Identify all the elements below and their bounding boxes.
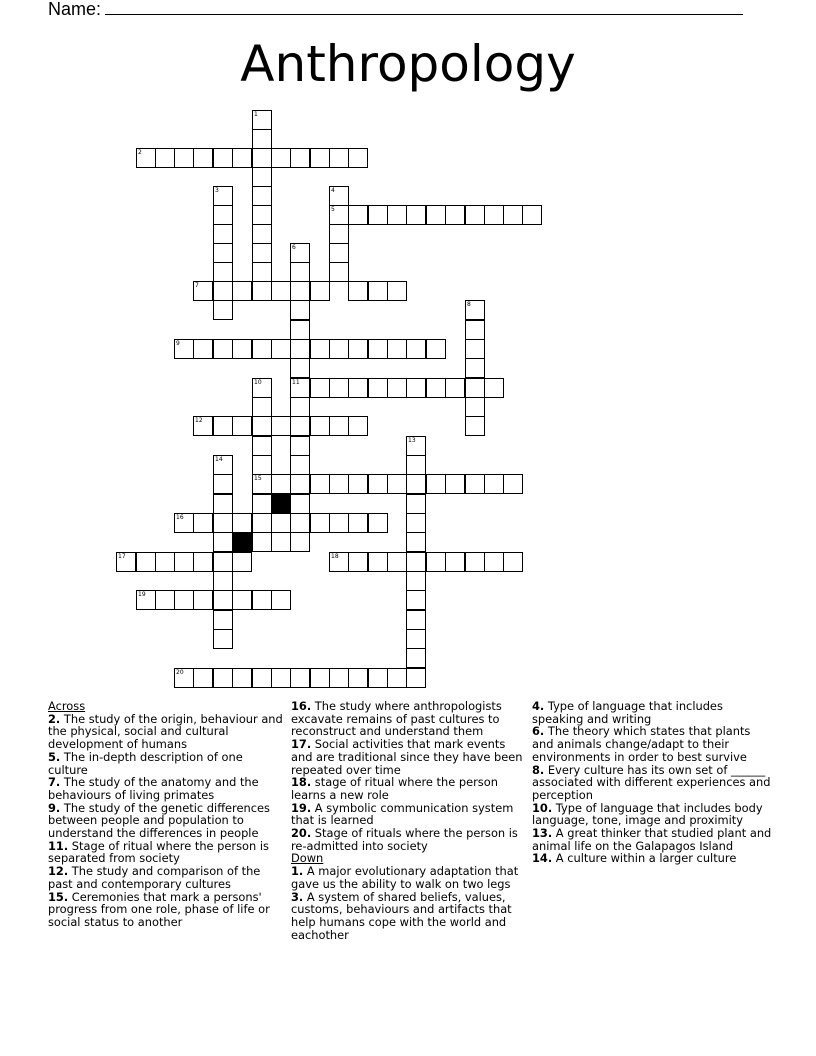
clue-item-number: 11. [48, 838, 69, 853]
grid-cell[interactable] [271, 339, 291, 359]
clue-item-number: 6. [532, 724, 545, 739]
grid-cell[interactable] [155, 552, 175, 572]
clue-number: 8 [467, 301, 471, 308]
grid-cell[interactable] [252, 339, 272, 359]
grid-cell[interactable] [252, 416, 272, 436]
grid-cell[interactable] [193, 668, 213, 688]
clue-item [532, 700, 772, 725]
grid-cell[interactable] [368, 668, 388, 688]
grid-cell[interactable] [465, 339, 485, 359]
clue-item [48, 776, 284, 801]
grid-cell[interactable] [252, 186, 272, 206]
grid-cell[interactable] [310, 148, 330, 168]
grid-cell[interactable] [387, 378, 407, 398]
clue-item-number: 17. [291, 737, 312, 752]
grid-cell[interactable] [368, 552, 388, 572]
clue-number: 14 [215, 456, 223, 463]
grid-cell[interactable] [213, 668, 233, 688]
grid-cell[interactable] [310, 416, 330, 436]
grid-cell[interactable] [406, 494, 426, 514]
grid-cell[interactable] [252, 148, 272, 168]
clue-item-number: 3. [291, 889, 304, 904]
clue-item [48, 713, 284, 751]
clue-item [291, 776, 527, 801]
clue-item [48, 891, 284, 929]
grid-cell[interactable] [213, 224, 233, 244]
grid-cell[interactable] [174, 668, 194, 688]
grid-cell[interactable] [406, 378, 426, 398]
clue-item-number: 4. [532, 699, 545, 713]
grid-cell[interactable] [503, 552, 523, 572]
grid-cell[interactable] [406, 590, 426, 610]
grid-cell[interactable] [465, 474, 485, 494]
grid-cell[interactable] [290, 532, 310, 552]
grid-cell[interactable] [213, 243, 233, 263]
clues-column-3 [532, 700, 772, 865]
clue-item [291, 827, 527, 852]
clue-item [291, 891, 527, 942]
grid-cell[interactable] [252, 262, 272, 282]
grid-cell[interactable] [271, 590, 291, 610]
clue-item-text: A major evolutionary adaptation that gave us the ability to walk on two legs [291, 864, 519, 891]
grid-cell[interactable] [465, 205, 485, 225]
grid-cell[interactable] [329, 243, 349, 263]
clue-item-text: Type of language that includes speaking and writing [532, 699, 723, 726]
grid-cell[interactable] [465, 300, 485, 320]
grid-cell[interactable] [252, 281, 272, 301]
clue-item [291, 802, 527, 827]
grid-cell[interactable] [252, 455, 272, 475]
grid-cell[interactable] [406, 610, 426, 630]
grid-cell[interactable] [213, 205, 233, 225]
down-clue-list-continued [532, 700, 772, 865]
grid-cell[interactable] [387, 474, 407, 494]
grid-cell[interactable] [406, 339, 426, 359]
clue-item-number: 5. [48, 749, 61, 764]
grid-cell[interactable] [290, 281, 310, 301]
black-cell [232, 532, 252, 552]
down-clue-list [291, 865, 527, 941]
clue-item-text: Social activities that mark events and are traditional since they have been repeated over time [291, 737, 523, 777]
clue-item [532, 725, 772, 763]
clue-item [48, 802, 284, 840]
grid-cell[interactable] [193, 590, 213, 610]
across-clue-list [48, 713, 284, 929]
grid-cell[interactable] [348, 148, 368, 168]
grid-cell[interactable] [136, 148, 156, 168]
clue-number: 18 [331, 553, 339, 560]
clue-number: 16 [176, 514, 184, 521]
grid-cell[interactable] [484, 474, 504, 494]
clue-item [532, 827, 772, 852]
grid-cell[interactable] [193, 416, 213, 436]
clue-item-text: stage of ritual where the person learns a new role [291, 775, 498, 802]
grid-cell[interactable] [155, 148, 175, 168]
clue-item-number: 7. [48, 775, 61, 790]
grid-cell[interactable] [426, 552, 446, 572]
grid-cell[interactable] [387, 339, 407, 359]
grid-cell[interactable] [310, 474, 330, 494]
grid-cell[interactable] [213, 610, 233, 630]
clue-item-number: 1. [291, 864, 304, 879]
grid-cell[interactable] [445, 552, 465, 572]
grid-cell[interactable] [368, 281, 388, 301]
grid-cell[interactable] [252, 513, 272, 533]
grid-cell[interactable] [387, 205, 407, 225]
grid-cell[interactable] [213, 552, 233, 572]
clue-number: 4 [331, 187, 335, 194]
clues-column-1 [48, 700, 284, 929]
grid-cell[interactable] [329, 262, 349, 282]
clue-item-text: A culture within a larger culture [552, 851, 737, 866]
grid-cell[interactable] [116, 552, 136, 572]
clue-item-number: 19. [291, 800, 312, 815]
black-cell [271, 494, 291, 514]
grid-cell[interactable] [193, 513, 213, 533]
grid-cell[interactable] [310, 378, 330, 398]
grid-cell[interactable] [406, 436, 426, 456]
grid-cell[interactable] [329, 416, 349, 436]
grid-cell[interactable] [310, 339, 330, 359]
grid-cell[interactable] [271, 148, 291, 168]
grid-cell[interactable] [252, 110, 272, 130]
grid-cell[interactable] [271, 532, 291, 552]
grid-cell[interactable] [406, 513, 426, 533]
grid-cell[interactable] [290, 339, 310, 359]
clue-item-text: The study of the genetic differences between people and population to understand the differences in people [48, 800, 270, 841]
grid-cell[interactable] [406, 532, 426, 552]
grid-cell[interactable] [252, 668, 272, 688]
grid-cell[interactable] [329, 339, 349, 359]
grid-cell[interactable] [348, 378, 368, 398]
clue-item-number: 16. [291, 699, 312, 713]
grid-cell[interactable] [368, 205, 388, 225]
grid-cell[interactable] [426, 474, 446, 494]
down-header: Down [291, 851, 324, 866]
clue-number: 6 [292, 244, 296, 251]
clue-item-number: 15. [48, 889, 69, 904]
grid-cell[interactable] [503, 474, 523, 494]
grid-cell[interactable] [290, 668, 310, 688]
grid-cell[interactable] [213, 281, 233, 301]
clue-item [48, 865, 284, 890]
clue-item [532, 852, 772, 865]
grid-cell[interactable] [465, 320, 485, 340]
grid-cell[interactable] [290, 397, 310, 417]
clue-item [291, 865, 527, 890]
grid-cell[interactable] [348, 205, 368, 225]
grid-cell[interactable] [213, 416, 233, 436]
grid-cell[interactable] [193, 552, 213, 572]
clue-item-number: 10. [532, 800, 553, 815]
clue-item-number: 20. [291, 826, 312, 841]
grid-cell[interactable] [213, 455, 233, 475]
clue-number: 20 [176, 669, 184, 676]
clue-item-text: Type of language that includes body language, tone, image and proximity [532, 800, 763, 828]
grid-cell[interactable] [465, 358, 485, 378]
grid-cell[interactable] [406, 648, 426, 668]
grid-cell[interactable] [290, 455, 310, 475]
grid-cell[interactable] [329, 224, 349, 244]
page-title: Anthropology [240, 35, 576, 93]
grid-cell[interactable] [232, 552, 252, 572]
grid-cell[interactable] [406, 629, 426, 649]
grid-cell[interactable] [329, 552, 349, 572]
grid-cell[interactable] [213, 474, 233, 494]
grid-cell[interactable] [368, 513, 388, 533]
grid-cell[interactable] [406, 552, 426, 572]
clue-item-number: 8. [532, 762, 545, 777]
grid-cell[interactable] [290, 378, 310, 398]
grid-cell[interactable] [174, 513, 194, 533]
grid-cell[interactable] [368, 474, 388, 494]
grid-cell[interactable] [213, 590, 233, 610]
clue-item [291, 738, 527, 776]
grid-cell[interactable] [252, 494, 272, 514]
grid-cell[interactable] [290, 320, 310, 340]
grid-cell[interactable] [155, 590, 175, 610]
grid-cell[interactable] [232, 339, 252, 359]
grid-cell[interactable] [329, 186, 349, 206]
across-clue-list-continued [291, 700, 527, 852]
grid-cell[interactable] [368, 378, 388, 398]
grid-cell[interactable] [329, 148, 349, 168]
grid-cell[interactable] [232, 590, 252, 610]
clue-number: 9 [176, 340, 180, 347]
grid-cell[interactable] [213, 300, 233, 320]
grid-cell[interactable] [310, 281, 330, 301]
clue-item-text: The study of the anatomy and the behaviours of living primates [48, 775, 259, 802]
grid-cell[interactable] [290, 494, 310, 514]
grid-cell[interactable] [252, 167, 272, 187]
grid-cell[interactable] [252, 378, 272, 398]
grid-cell[interactable] [406, 205, 426, 225]
grid-cell[interactable] [426, 339, 446, 359]
grid-cell[interactable] [522, 205, 542, 225]
grid-cell[interactable] [213, 148, 233, 168]
grid-cell[interactable] [290, 436, 310, 456]
grid-cell[interactable] [426, 378, 446, 398]
name-label: Name: [48, 0, 102, 19]
grid-cell[interactable] [348, 513, 368, 533]
grid-cell[interactable] [329, 668, 349, 688]
grid-cell[interactable] [174, 590, 194, 610]
grid-cell[interactable] [193, 281, 213, 301]
grid-cell[interactable] [213, 513, 233, 533]
clue-item-number: 9. [48, 800, 61, 815]
clue-item-text: The study where anthropologists excavate remains of past cultures to reconstruct and understand them [291, 699, 502, 739]
grid-cell[interactable] [503, 205, 523, 225]
grid-cell[interactable] [252, 590, 272, 610]
clue-item [291, 700, 527, 738]
grid-cell[interactable] [174, 148, 194, 168]
grid-cell[interactable] [174, 552, 194, 572]
clue-number: 12 [195, 417, 203, 424]
clues-column-2 [291, 700, 527, 941]
clue-number: 17 [118, 553, 126, 560]
clue-item-number: 18. [291, 775, 312, 790]
grid-cell[interactable] [465, 552, 485, 572]
clue-number: 7 [195, 282, 199, 289]
clue-item [48, 840, 284, 865]
grid-cell[interactable] [406, 455, 426, 475]
grid-cell[interactable] [329, 513, 349, 533]
grid-cell[interactable] [484, 378, 504, 398]
grid-cell[interactable] [213, 339, 233, 359]
grid-cell[interactable] [232, 281, 252, 301]
grid-cell[interactable] [310, 513, 330, 533]
grid-cell[interactable] [290, 243, 310, 263]
clue-item-text: Every culture has its own set of ______ associated with different experiences and perception [532, 762, 771, 802]
clue-item-text: Stage of rituals where the person is re-admitted into society [291, 826, 518, 853]
grid-cell[interactable] [310, 668, 330, 688]
grid-cell[interactable] [406, 571, 426, 591]
grid-cell[interactable] [368, 339, 388, 359]
clue-item-text: The study of the origin, behaviour and the physical, social and cultural development of humans [48, 711, 283, 752]
clue-item-text: A symbolic communication system that is learned [291, 800, 514, 828]
grid-cell[interactable] [445, 474, 465, 494]
clue-item [532, 802, 772, 827]
grid-cell[interactable] [271, 474, 291, 494]
grid-cell[interactable] [387, 668, 407, 688]
grid-cell[interactable] [348, 668, 368, 688]
grid-cell[interactable] [271, 416, 291, 436]
grid-cell[interactable] [484, 205, 504, 225]
clue-item [48, 751, 284, 776]
grid-cell[interactable] [252, 129, 272, 149]
grid-cell[interactable] [252, 205, 272, 225]
grid-cell[interactable] [174, 339, 194, 359]
grid-cell[interactable] [232, 668, 252, 688]
grid-cell[interactable] [290, 474, 310, 494]
clue-item-text: The theory which states that plants and animals change/adapt to their environments in order to best survive [532, 724, 751, 764]
grid-cell[interactable] [329, 205, 349, 225]
grid-cell[interactable] [136, 590, 156, 610]
clue-item-text: A system of shared beliefs, values, customs, behaviours and artifacts that help humans cope with the world and eachother [291, 889, 512, 942]
grid-cell[interactable] [252, 532, 272, 552]
grid-cell[interactable] [465, 416, 485, 436]
clue-item-number: 14. [532, 851, 553, 866]
grid-cell[interactable] [213, 494, 233, 514]
grid-cell[interactable] [232, 416, 252, 436]
grid-cell[interactable] [387, 552, 407, 572]
across-header: Across [48, 699, 86, 713]
grid-cell[interactable] [271, 668, 291, 688]
grid-cell[interactable] [252, 397, 272, 417]
grid-cell[interactable] [445, 378, 465, 398]
clue-item-text: The study and comparison of the past and contemporary cultures [48, 864, 261, 891]
grid-cell[interactable] [252, 243, 272, 263]
grid-cell[interactable] [465, 378, 485, 398]
grid-cell[interactable] [406, 668, 426, 688]
grid-cell[interactable] [387, 281, 407, 301]
grid-cell[interactable] [348, 416, 368, 436]
clue-item-text: The in-depth description of one culture [48, 749, 243, 777]
clue-item [532, 764, 772, 802]
grid-cell[interactable] [445, 205, 465, 225]
grid-cell[interactable] [193, 148, 213, 168]
grid-cell[interactable] [348, 474, 368, 494]
grid-cell[interactable] [271, 281, 291, 301]
grid-cell[interactable] [252, 474, 272, 494]
grid-cell[interactable] [426, 205, 446, 225]
grid-cell[interactable] [252, 436, 272, 456]
grid-cell[interactable] [213, 571, 233, 591]
clue-number: 5 [331, 206, 335, 213]
clue-number: 3 [215, 187, 219, 194]
clue-item-text: Ceremonies that mark a persons' progress from one role, phase of life or social status to another [48, 889, 270, 929]
grid-cell[interactable] [348, 339, 368, 359]
grid-cell[interactable] [290, 148, 310, 168]
grid-cell[interactable] [252, 224, 272, 244]
clue-item-number: 12. [48, 864, 69, 879]
clue-number: 15 [254, 475, 262, 482]
clue-item-text: A great thinker that studied plant and animal life on the Galapagos Island [532, 826, 772, 853]
grid-cell[interactable] [290, 513, 310, 533]
grid-cell[interactable] [329, 378, 349, 398]
clue-number: 2 [138, 149, 142, 156]
grid-cell[interactable] [193, 339, 213, 359]
grid-cell[interactable] [329, 474, 349, 494]
grid-cell[interactable] [213, 186, 233, 206]
grid-cell[interactable] [213, 262, 233, 282]
grid-cell[interactable] [290, 416, 310, 436]
grid-cell[interactable] [232, 513, 252, 533]
clue-number: 1 [254, 111, 258, 118]
clue-item-number: 13. [532, 826, 553, 841]
grid-cell[interactable] [484, 552, 504, 572]
clue-item-number: 2. [48, 711, 61, 726]
grid-cell[interactable] [271, 513, 291, 533]
grid-cell[interactable] [348, 552, 368, 572]
grid-cell[interactable] [232, 148, 252, 168]
clue-number: 10 [254, 379, 262, 386]
grid-cell[interactable] [465, 397, 485, 417]
clue-number: 19 [138, 591, 146, 598]
grid-cell[interactable] [348, 281, 368, 301]
grid-cell[interactable] [406, 474, 426, 494]
clue-number: 13 [408, 437, 416, 444]
grid-cell[interactable] [290, 358, 310, 378]
grid-cell[interactable] [213, 629, 233, 649]
grid-cell[interactable] [136, 552, 156, 572]
clue-number: 11 [292, 379, 300, 386]
clue-item-text: Stage of ritual where the person is separated from society [48, 838, 269, 866]
grid-cell[interactable] [290, 262, 310, 282]
grid-cell[interactable] [213, 532, 233, 552]
grid-cell[interactable] [290, 300, 310, 320]
